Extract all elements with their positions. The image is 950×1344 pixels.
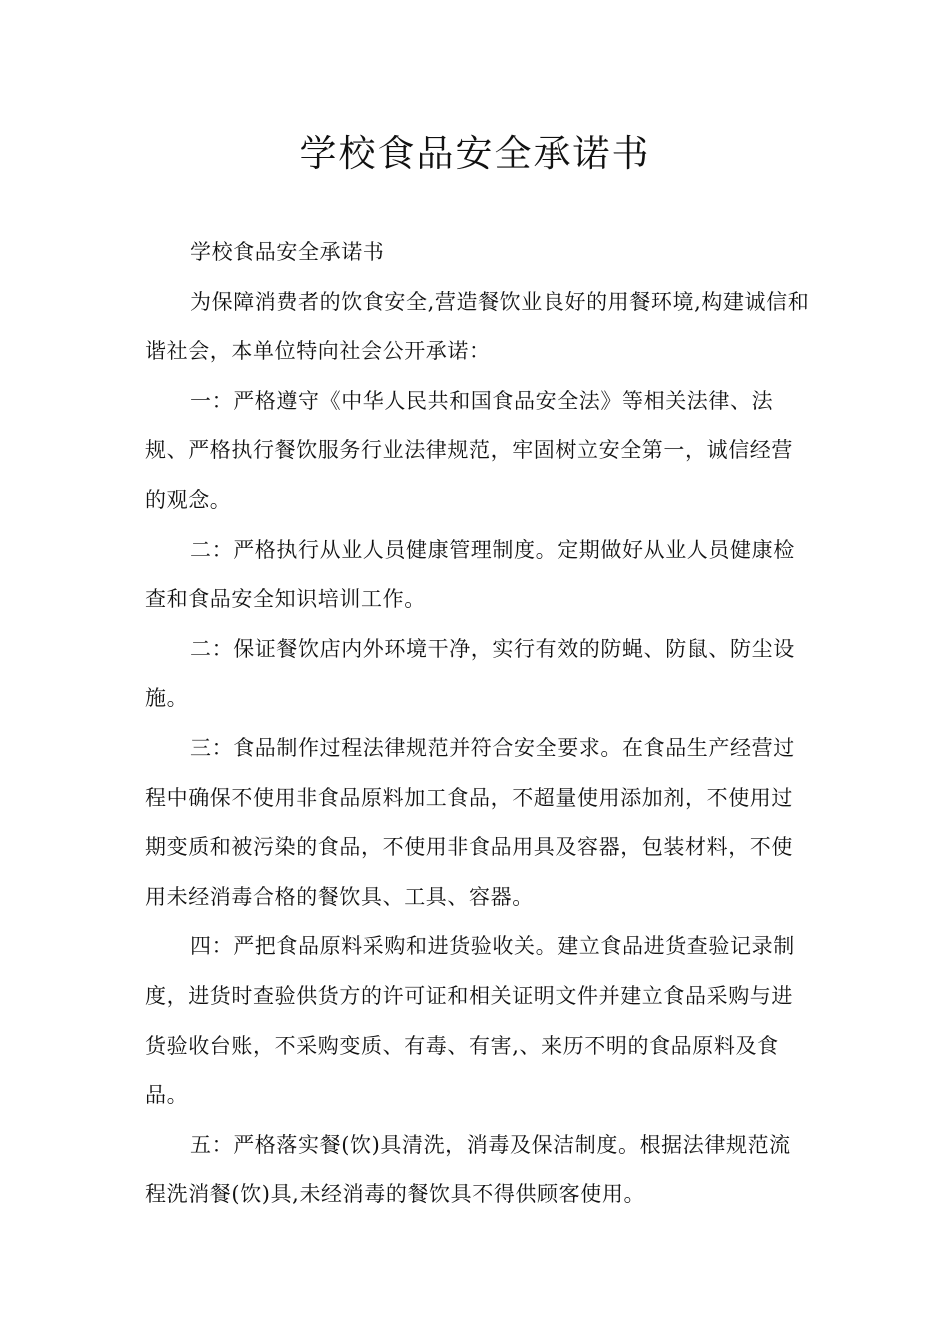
paragraph-intro: 为保障消费者的饮食安全,营造餐饮业良好的用餐环境,构建诚信和谐社会，本单位特向社会公开承诺： bbox=[145, 289, 810, 364]
paragraph-subtitle: 学校食品安全承诺书 bbox=[190, 240, 385, 264]
paragraph-item-2b: 二：保证餐饮店内外环境干净，实行有效的防蝇、防鼠、防尘设施。 bbox=[145, 636, 795, 711]
document-body bbox=[145, 228, 810, 1220]
document-title: 学校食品安全承诺书 bbox=[299, 132, 651, 175]
paragraph-item-2: 二：严格执行从业人员健康管理制度。定期做好从业人员健康检查和食品安全知识培训工作。 bbox=[145, 537, 795, 612]
paragraph-item-3: 三：食品制作过程法律规范并符合安全要求。在食品生产经营过程中确保不使用非食品原料加工食品，不超量使用添加剂，不使用过期变质和被污染的食品，不使用非食品用具及容器，包装材料，不使用未经消毒合格的餐饮具、工具、容器。 bbox=[145, 735, 795, 909]
paragraph-item-4: 四：严把食品原料采购和进货验收关。建立食品进货查验记录制度，进货时查验供货方的许可证和相关证明文件并建立食品采购与进货验收台账，不采购变质、有毒、有害,、来历不明的食品原料及食品。 bbox=[145, 934, 795, 1108]
paragraph-item-5: 五：严格落实餐(饮)具清洗，消毒及保洁制度。根据法律规范流程洗消餐(饮)具,未经消毒的餐饮具不得供顾客使用。 bbox=[145, 1132, 791, 1207]
paragraph-item-1: 一：严格遵守《中华人民共和国食品安全法》等相关法律、法规、严格执行餐饮服务行业法律规范，牢固树立安全第一，诚信经营的观念。 bbox=[145, 388, 793, 512]
